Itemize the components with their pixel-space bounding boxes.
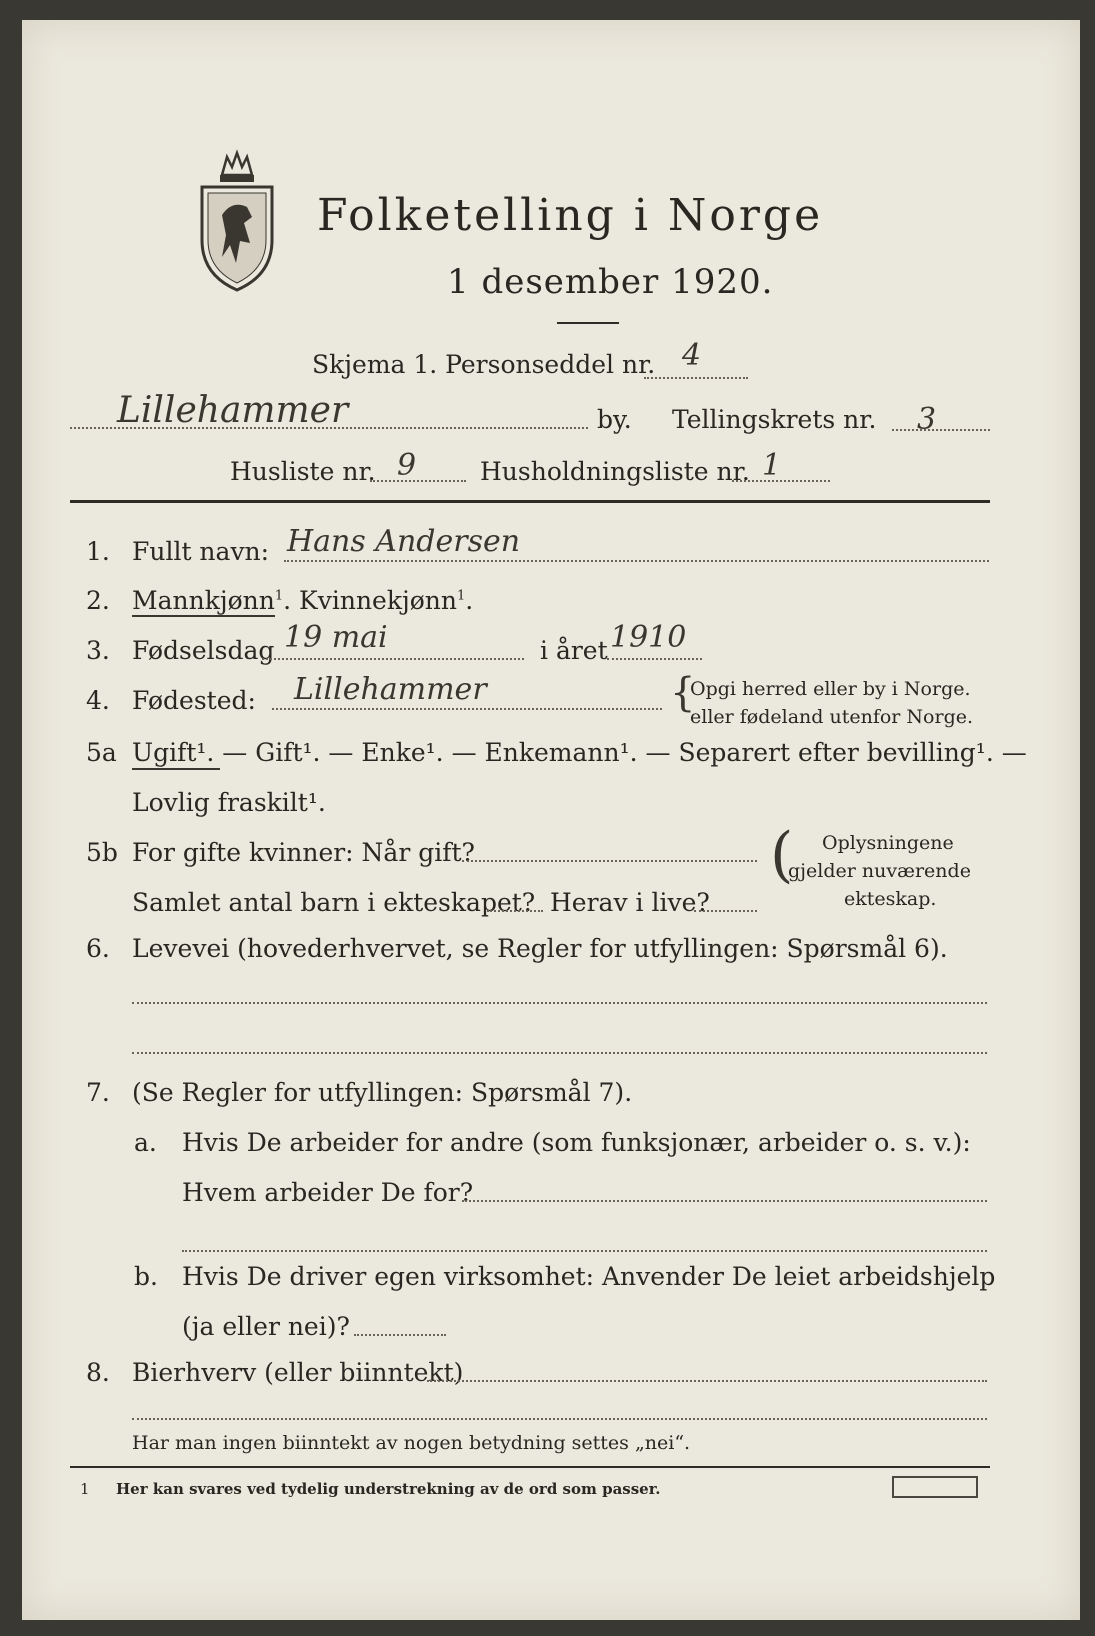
husliste-label: Husliste nr. (230, 457, 376, 486)
title-divider (557, 322, 619, 324)
by-label: by. (597, 405, 632, 434)
q5b-line1: For gifte kvinner: Når gift? (132, 838, 475, 867)
husliste-line (370, 480, 466, 482)
full-name-value[interactable]: Hans Andersen (287, 524, 521, 559)
q7a-line1: Hvis De arbeider for andre (som funksjonær, arbeider o. s. v.): (182, 1128, 971, 1157)
tellingskrets-label: Tellingskrets nr. (672, 405, 877, 434)
form-title: Folketelling i Norge (317, 190, 824, 241)
schema-line (644, 377, 748, 379)
printer-stamp (892, 1476, 978, 1498)
q8-line1 (427, 1380, 987, 1382)
coat-of-arms-icon (192, 145, 282, 295)
husholdning-label: Husholdningsliste nr. (480, 457, 750, 486)
q1-line (284, 560, 989, 562)
q5b-line1-dots (462, 860, 757, 862)
q5b-children-label: Samlet antal barn i ekteskapet? (132, 888, 536, 917)
q6-number: 6. (86, 934, 110, 963)
tellingskrets-line (892, 429, 990, 431)
footer-rule (70, 1466, 990, 1468)
q7a-line-dots (462, 1200, 987, 1202)
city-line (70, 427, 588, 429)
q5b-alive-label: Herav i live? (550, 888, 710, 917)
ugift-underline (132, 768, 220, 770)
census-date: 1 desember 1920. (447, 262, 774, 302)
q3-number: 3. (86, 636, 110, 665)
q5b-children-dots (487, 910, 543, 912)
q5b-brace: ( (770, 820, 794, 890)
q1-label: Fullt navn: (132, 537, 270, 566)
q7b-line-dots (354, 1334, 446, 1336)
gender-female[interactable]: Kvinnekjønn (299, 586, 457, 615)
q7b-line1: Hvis De driver egen virksomhet: Anvender De leiet arbeidshjelp (182, 1262, 996, 1291)
schema-value[interactable]: 4 (682, 338, 702, 373)
year-line (607, 658, 702, 660)
q1-number: 1. (86, 537, 110, 566)
q8-line2 (132, 1418, 987, 1420)
tellingskrets-value[interactable]: 3 (917, 402, 937, 437)
husliste-value[interactable]: 9 (397, 448, 417, 483)
year-label: i året (540, 636, 608, 665)
marital-status-options[interactable]: Ugift¹. — Gift¹. — Enke¹. — Enkemann¹. — Separert efter bevilling¹. — (132, 738, 1027, 767)
footnote-text: Her kan svares ved tydelig understrekning av de ord som passer. (116, 1480, 661, 1498)
q2-number: 2. (86, 586, 110, 615)
q7-number: 7. (86, 1078, 110, 1107)
birthplace-value[interactable]: Lillehammer (294, 672, 487, 707)
q8-number: 8. (86, 1358, 110, 1387)
city-value[interactable]: Lillehammer (117, 390, 349, 431)
gender-male[interactable]: Mannkjønn (132, 586, 275, 615)
header-rule (70, 500, 990, 503)
footer-note: Har man ingen biinntekt av nogen betydning settes „nei“. (132, 1432, 691, 1454)
q4-line (272, 708, 662, 710)
q7b-line2: (ja eller nei)? (182, 1312, 350, 1341)
q6-label: Levevei (hovederhvervet, se Regler for utfyllingen: Spørsmål 6). (132, 934, 948, 963)
q5b-alive-dots (694, 910, 757, 912)
q3-line (262, 658, 524, 660)
q3-label: Fødselsdag (132, 636, 275, 665)
gender-options: Mannkjønn$^1$. Kvinnekjønn$^1$. (132, 586, 474, 615)
marital-status-line2[interactable]: Lovlig fraskilt¹. (132, 788, 326, 817)
q4-note-2: eller fødeland utenfor Norge. (690, 706, 974, 728)
q4-note-1: Opgi herred eller by i Norge. (690, 678, 971, 700)
husholdning-value[interactable]: 1 (762, 448, 782, 483)
footnote-mark: 1 (80, 1480, 90, 1498)
q5b-note-1: Oplysningene (822, 832, 954, 854)
q5b-note-3: ekteskap. (844, 888, 937, 910)
birthday-value[interactable]: 19 mai (284, 620, 388, 655)
census-form (22, 20, 1080, 1620)
q7a-line-dots-2 (182, 1250, 987, 1252)
q6-line1 (132, 1002, 987, 1004)
schema-label: Skjema 1. Personseddel nr. (312, 350, 656, 379)
q4-brace: { (670, 670, 696, 716)
q7-label: (Se Regler for utfyllingen: Spørsmål 7). (132, 1078, 633, 1107)
q4-label: Fødested: (132, 686, 256, 715)
q7b-letter: b. (134, 1262, 158, 1291)
q7a-line2: Hvem arbeider De for? (182, 1178, 474, 1207)
birth-year-value[interactable]: 1910 (610, 620, 687, 655)
q8-label: Bierhverv (eller biinntekt) (132, 1358, 464, 1387)
q5a-number: 5a (86, 738, 117, 767)
q6-line2 (132, 1052, 987, 1054)
q4-number: 4. (86, 686, 110, 715)
q7a-letter: a. (134, 1128, 157, 1157)
q5b-note-2: gjelder nuværende (788, 860, 971, 882)
q5b-number: 5b (86, 838, 118, 867)
